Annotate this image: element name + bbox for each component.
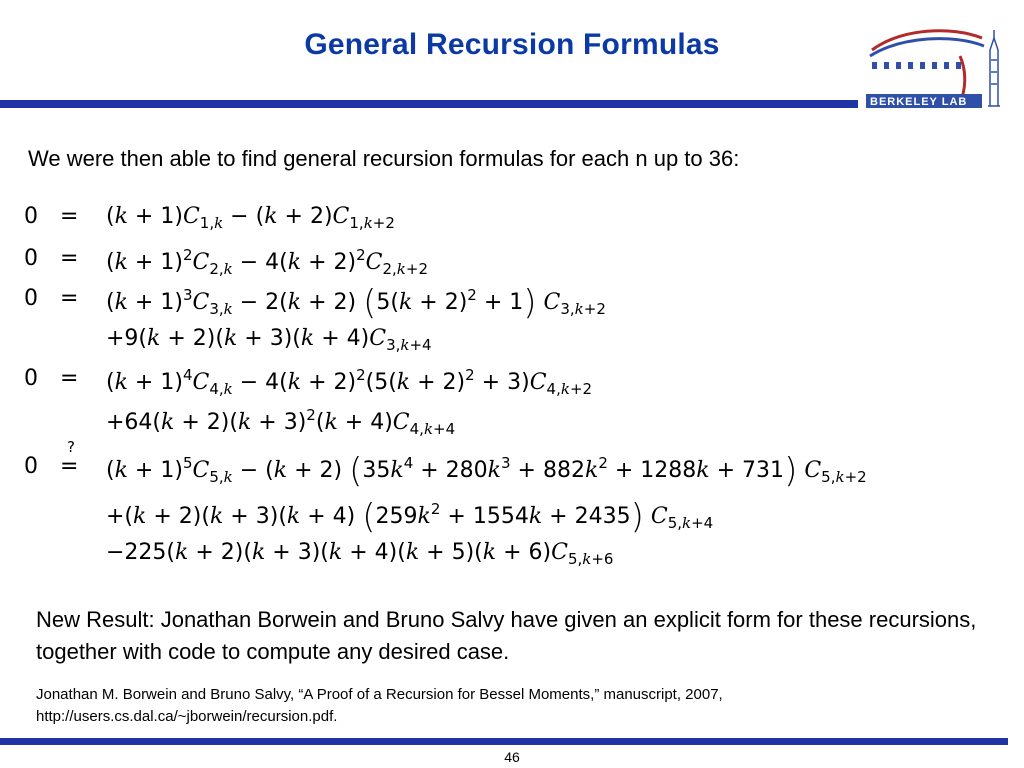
equation-rhs: $(k + 1)^5C_{5,k} - (k + 2)$ $(35k^4 + 280k^3 + 882k^2 + 1288k + 731)$ $C_{5,k+2}$ [106,451,867,491]
equation-rhs: $(k + 1)^3C_{3,k} - 2(k + 2)$ $(5(k + 2)^2 + 1)$ $C_{3,k+2}$ [106,283,606,323]
equals-sign: = [60,204,79,229]
equation-rhs: $+64(k + 2)(k + 3)^2(k + 4)C_{4,k+4}$ [106,406,456,438]
equation-rhs: $(k + 1)^4C_{4,k} - 4(k + 2)^2(5(k + 2)^2 + 3)C_{4,k+2}$ [106,366,593,398]
citation [36,684,1006,728]
equation-rhs: $(k + 1)C_{1,k} - (k + 2)C_{1,k+2}$ [106,204,395,232]
equals-sign: = [60,366,79,391]
citation-line: Jonathan M. Borwein and Bruno Salvy, “A Proof of a Recursion for Bessel Moments,” manuscript, 2007, [36,686,723,703]
equals-sign: = [60,286,79,311]
equation-lhs: 0 [24,246,38,271]
slide-title: General Recursion Formulas [304,28,720,61]
new-result-text: New Result: Jonathan Borwein and Bruno Salvy have given an explicit form for these recursions, together with code to compute any desired case. [36,607,977,664]
citation-url: http://users.cs.dal.ca/~jborwein/recursion.pdf. [36,708,338,725]
header-rule [0,100,858,108]
question-mark: ? [67,438,75,456]
equation-rhs: +(k + 2)(k + 3)(k + 4) $(259k^2 + 1554k + 2435)$ $C_{5,k+4}$ [106,497,714,537]
equation-rhs: $-225(k + 2)(k + 3)(k + 4)(k + 5)(k + 6)C_{5,k+6}$ [106,540,614,568]
berkeley-lab-logo [862,20,1014,112]
equation-rhs: $(k + 1)^2C_{2,k} - 4(k + 2)^2C_{2,k+2}$ [106,246,428,278]
equation-lhs: 0 [24,204,38,229]
equals-sign: = [60,246,79,271]
footer-rule [0,738,1008,745]
page-number: 46 [504,749,520,765]
equals-sign: = [60,454,79,479]
equation-lhs: 0 [24,286,38,311]
equation-lhs: 0 [24,454,38,479]
intro-text: We were then able to find general recursion formulas for each n up to 36: [28,146,740,171]
logo-text: BERKELEY LAB [870,96,968,108]
equation-lhs: 0 [24,366,38,391]
equation-rhs: $+9(k + 2)(k + 3)(k + 4)C_{3,k+4}$ [106,326,432,354]
